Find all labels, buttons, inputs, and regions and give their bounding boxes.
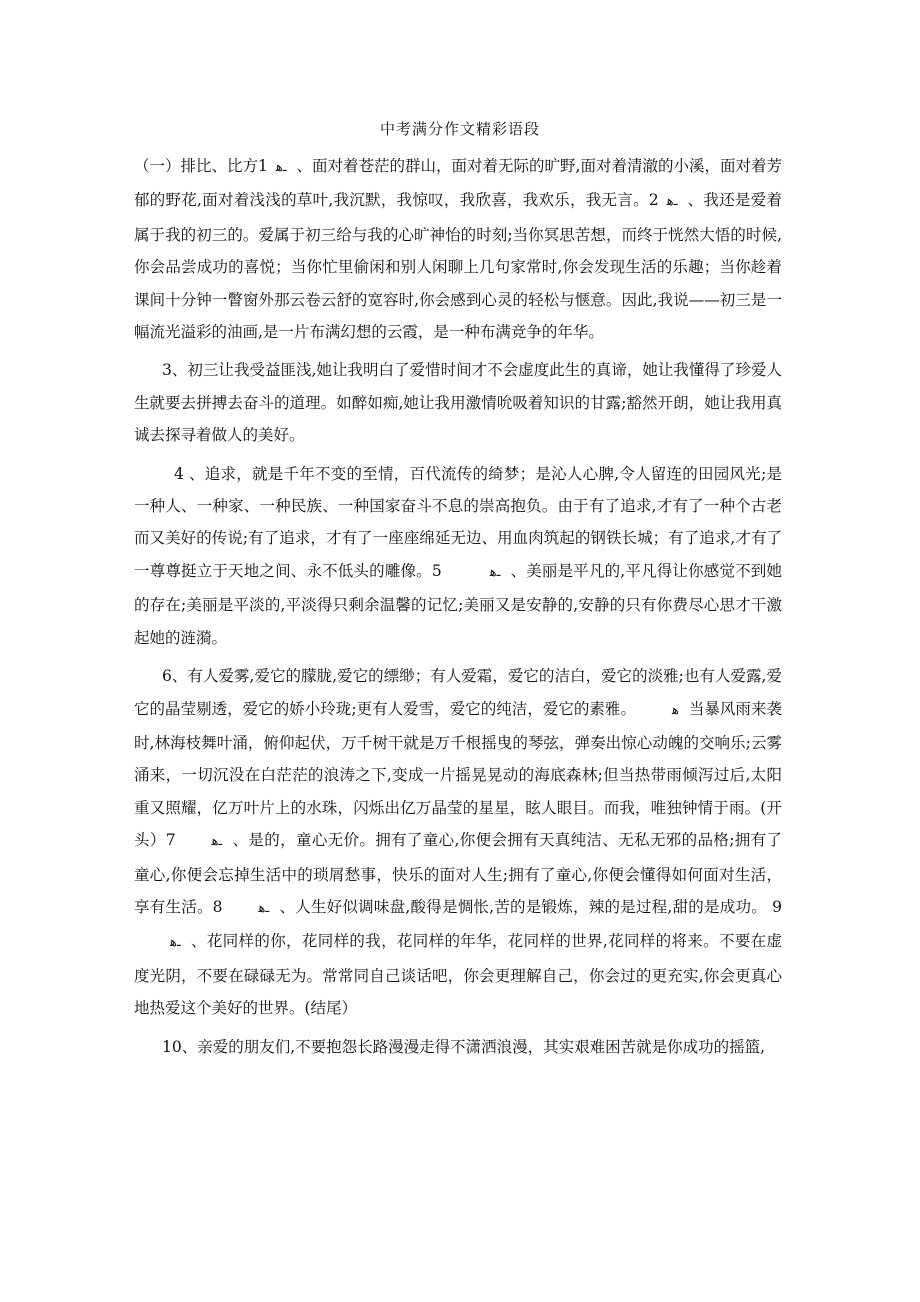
paragraph-text: 、面对着苍茫的群山，面对着无际的旷野,面对着清澈的小溪，面对着芳郁的野花,面对着浅浅的草叶,我沉默，我惊叹，我欣喜，我欢乐，我无言。2 xyxy=(134,157,782,210)
paragraph-text: 、人生好似调味盘,酸得是惆怅,苦的是锻炼，辣的是过程,甜的是成功。 9 xyxy=(279,897,782,916)
paragraph xyxy=(134,458,782,654)
paragraph xyxy=(134,354,782,451)
paragraph xyxy=(134,1031,782,1063)
bullet-mark-icon: ـﻫ xyxy=(258,900,270,916)
bullet-mark-icon: ـﻫ xyxy=(275,160,287,175)
paragraph-text: 10、亲爱的朋友们,不要抱怨长路漫漫走得不潇洒浪漫，其实艰难困苦就是你成功的摇篮, xyxy=(162,1037,766,1056)
bullet-mark-icon: ـﻫ xyxy=(170,935,181,951)
document-body xyxy=(134,150,782,1069)
document-title: 中考满分作文精彩语段 xyxy=(379,120,540,138)
bullet-mark-icon: ـﻫ xyxy=(489,564,501,580)
paragraph xyxy=(134,150,782,348)
paragraph-text: 当暴风雨来袭时,林海枝舞叶涌，俯仰起伏，万千树干就是万千根摇曳的琴弦，弹奏出惊心动魄的交响乐;云雾涌来，一切沉没在白茫茫的浪涛之下,变成一片摇晃晃动的海底森林;但当热带雨倾泻过后,太阳重又照耀，亿万叶片上的水珠，闪烁出亿万晶莹的星星，眩人眼目。而我，唯独钟情于雨。(开头）7 xyxy=(134,699,782,850)
paragraph-text: 、花同样的你，花同样的我，花同样的年华，花同样的世界,花同样的将来。不要在虚度光阴，不要在碌碌无为。常常同自己谈话吧，你会更理解自己，你会过的更充实,你会更真心地热爱这个美好的世界。(结尾） xyxy=(134,932,782,1018)
bullet-mark-icon: ـﻫ xyxy=(666,194,678,210)
bullet-mark-icon: ﻫ xyxy=(671,702,679,718)
paragraph-text: 4 、追求，就是千年不变的至情，百代流传的绮梦；是沁人心脾,令人留连的田园风光;是一种人、一种家、一种民族、一种国家奋斗不息的崇高抱负。由于有了追求,才有了一种个古老而又美好的传说;有了追求，才有了一座座绵延无边、用血肉筑起的钢铁长城；有了追求,才有了一尊尊挺立于天地之间、永不低头的雕像。5 xyxy=(134,464,782,580)
paragraph-text: 3、初三让我受益匪浅,她让我明白了爱惜时间才不会虚度此生的真谛，她让我懂得了珍爱人生就要去拼搏去奋斗的道理。如醉如痴,她让我用激情吮吸着知识的甘露;豁然开朗，她让我用真诚去探寻着做人的美好。 xyxy=(134,361,782,445)
paragraph-text: 、我还是爱着属于我的初三的。爱属于初三给与我的心旷神怡的时刻;当你冥思苦想，而终于恍然大悟的时候,你会品尝成功的喜悦；当你忙里偷闲和别人闲聊上几句家常时,你会发现生活的乐趣；当你趁着课间十分钟一瞥窗外那云卷云舒的宽容时,你会感到心灵的轻松与惬意。因此,我说——初三是一幅流光溢彩的油画,是一片布满幻想的云霞，是一种布满竞争的年华。 xyxy=(134,191,782,342)
paragraph-text: 、是的，童心无价。拥有了童心,你便会拥有天真纯洁、无私无邪的品格;拥有了童心,你便会忘掉生活中的琐屑愁事，快乐的面对人生;拥有了童心,你便会懂得如何面对生活，享有生活。8 xyxy=(134,831,782,916)
paragraph xyxy=(134,660,782,1024)
paragraph-text: 6、有人爱雾,爱它的朦胧,爱它的缥缈；有人爱霜，爱它的洁白，爱它的淡雅;也有人爱露,爱它的晶莹剔透，爱它的娇小玲珑;更有人爱雪，爱它的纯洁，爱它的素雅。 xyxy=(134,667,782,718)
paragraph-text: 、美丽是平凡的,平凡得让你感觉不到她的存在;美丽是平淡的,平淡得只剩余温馨的记忆;美丽又是安静的,安静的只有你费尽心思才干激起她的涟漪。 xyxy=(134,561,782,647)
paragraph-text: （一）排比、比方1 xyxy=(134,157,268,175)
bullet-mark-icon: ـﻫ xyxy=(211,834,223,850)
